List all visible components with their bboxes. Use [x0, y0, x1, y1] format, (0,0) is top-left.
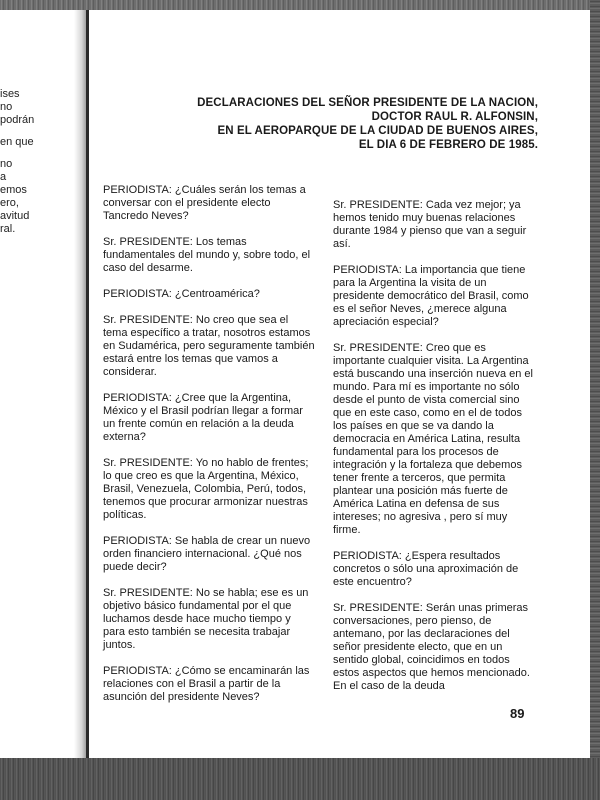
interview-paragraph: PERIODISTA: ¿Cómo se encaminarán las relaciones con el Brasil a partir de la asunción del presidente Neves? [103, 665, 310, 703]
title-line: DECLARACIONES DEL SEÑOR PRESIDENTE DE LA NACION, [197, 97, 538, 109]
previous-page-fragment: avitud [0, 210, 30, 222]
document-title [118, 96, 538, 152]
previous-page-gap [0, 149, 70, 158]
scan-border-top [0, 0, 600, 10]
title-line: EN EL AEROPARQUE DE LA CIUDAD DE BUENOS AIRES, [217, 125, 538, 137]
interview-paragraph: Sr. PRESIDENTE: No se habla; ese es un objetivo básico fundamental por el que luchamos desde hace mucho tiempo y para esto también se necesita trabajar juntos. [103, 587, 309, 651]
previous-page-fragment: no [0, 158, 13, 170]
title-line: EL DIA 6 DE FEBRERO DE 1985. [358, 139, 538, 151]
previous-page-fragment: emos [0, 184, 27, 196]
previous-page-fragment: ero, [0, 197, 19, 209]
previous-page-gap [0, 127, 70, 136]
interview-paragraph: Sr. PRESIDENTE: Los temas fundamentales del mundo y, sobre todo, el caso del desarme. [103, 236, 311, 274]
book-gutter-line [86, 10, 89, 758]
interview-paragraph: Sr. PRESIDENTE: Cada vez mejor; ya hemos tenido muy buenas relaciones durante 1984 y pienso que van a seguir así. [333, 199, 527, 250]
interview-paragraph: Sr. PRESIDENTE: Creo que es importante cualquier visita. La Argentina está buscando una inserción nueva en el mundo. Para mí es importante no sólo desde el punto de vista comercial sino que en este caso, como en el de todos los países en que se va dando la democracia en América Latina, resulta fundamental para los procesos de integración y la fortaleza que debemos tener frente a terceros, que permita plantear una posición más fuerte de América Latina en defensa de sus intereses; no agresiva , pero sí muy firme. [333, 342, 533, 536]
previous-page-fragment: ises [0, 88, 20, 100]
scan-border-bottom [0, 758, 600, 800]
scan-border-right [590, 0, 600, 800]
previous-page-fragment: no [0, 101, 13, 113]
interview-paragraph: PERIODISTA: ¿Cuáles serán los temas a conversar con el presidente electo Tancredo Neves? [103, 184, 306, 222]
interview-paragraph: PERIODISTA: ¿Espera resultados concretos o sólo una aproximación de este encuentro? [333, 550, 519, 588]
interview-paragraph: PERIODISTA: Se habla de crear un nuevo orden financiero internacional. ¿Qué nos puede decir? [103, 535, 311, 573]
title-line: DOCTOR RAUL R. ALFONSIN, [371, 111, 538, 123]
interview-paragraph: PERIODISTA: La importancia que tiene para la Argentina la visita de un presidente democrático del Brasil, como es el señor Neves, ¿merece alguna apreciación especial? [333, 264, 529, 328]
interview-paragraph: PERIODISTA: ¿Centroamérica? [103, 288, 260, 300]
interview-paragraph: Sr. PRESIDENTE: Yo no hablo de frentes; lo que creo es que la Argentina, México, Brasil, Venezuela, Colombia, Perú, todos, tenemos que procurar armonizar nuestras políticas. [103, 457, 309, 521]
previous-page-fragment: ral. [0, 223, 16, 235]
previous-page-edge [0, 88, 70, 236]
previous-page-fragment: podrán [0, 114, 35, 126]
interview-paragraph: PERIODISTA: ¿Cree que la Argentina, México y el Brasil podrían llegar a formar un frente común en relación a la deuda externa? [103, 392, 303, 443]
previous-page-fragment: a [0, 171, 7, 183]
interview-paragraph: Sr. PRESIDENTE: Serán unas primeras conversaciones, pero pienso, de antemano, por las declaraciones del señor presidente electo, que en un sentido global, coincidimos en todos estos aspectos que hemos mencionado. En el caso de la deuda [333, 602, 530, 692]
page-number: 89 [510, 706, 525, 721]
previous-page-fragment: en que [0, 136, 34, 148]
left-column [103, 184, 315, 717]
right-column [333, 184, 533, 706]
interview-paragraph: Sr. PRESIDENTE: No creo que sea el tema específico a tratar, nosotros estamos en Sudamérica, pero seguramente también estará entre los temas que vamos a considerar. [103, 314, 315, 378]
